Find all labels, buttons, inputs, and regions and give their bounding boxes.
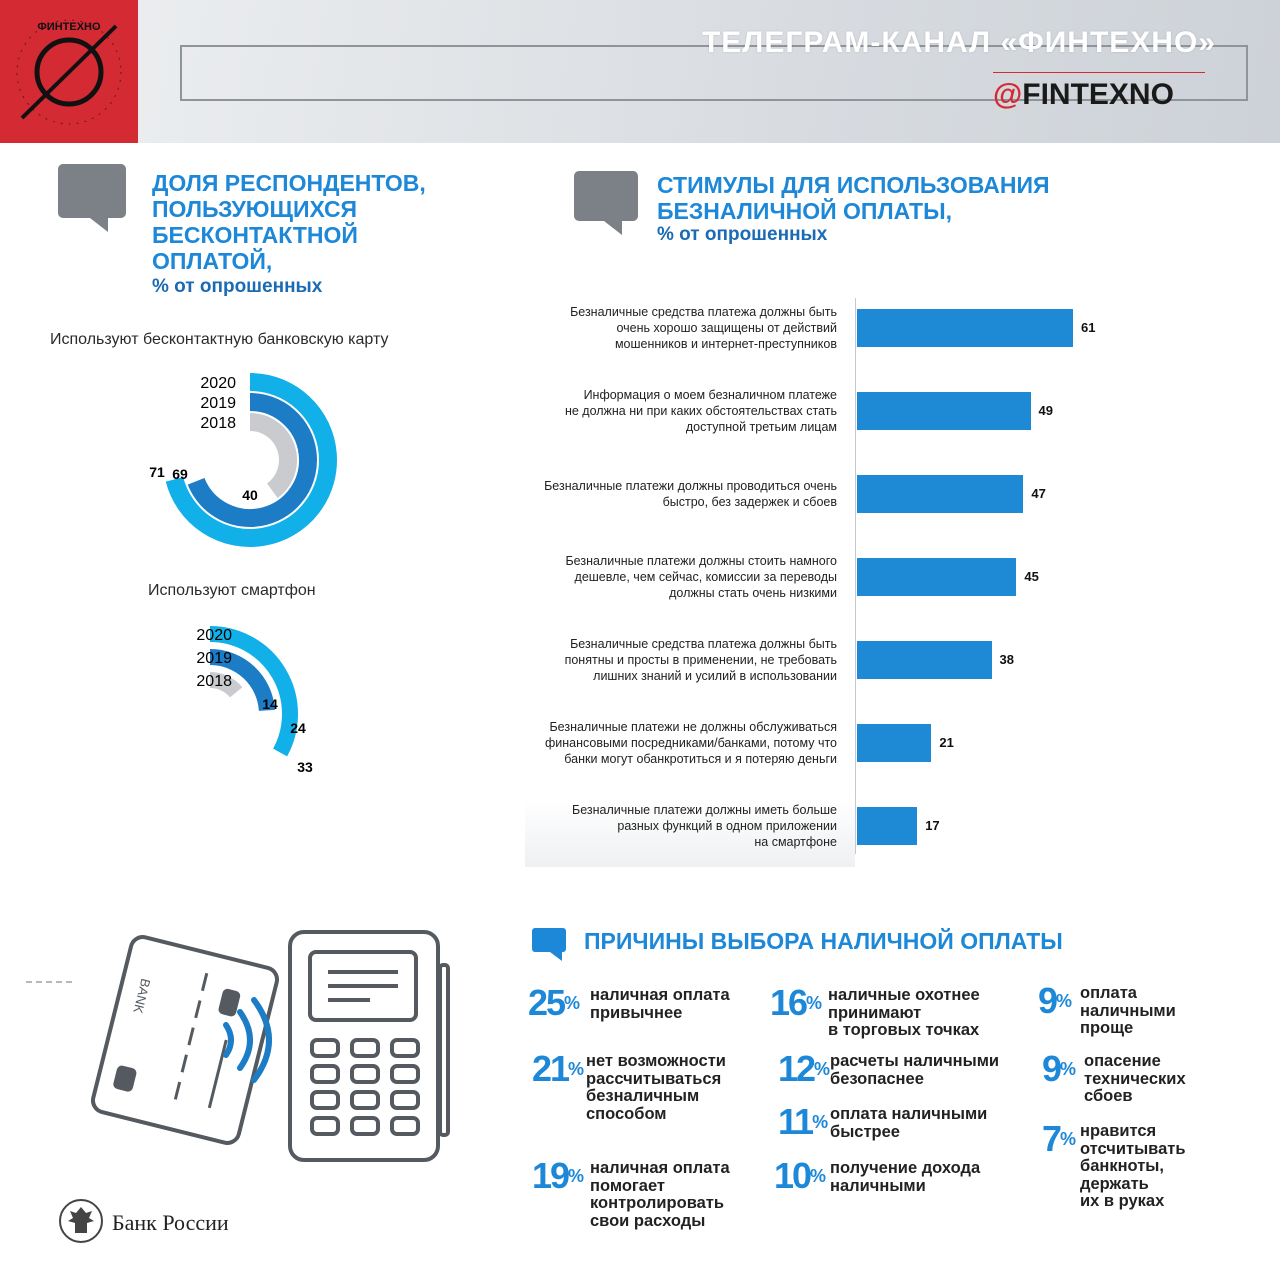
reason-text-line: отсчитывать [1080, 1139, 1186, 1158]
reason-text [830, 1160, 980, 1195]
bank-of-russia-emblem-icon [58, 1198, 104, 1244]
chart-phone-title: Используют смартфон [148, 582, 316, 599]
bar [857, 641, 992, 679]
bar-value-label: 45 [1024, 569, 1039, 584]
speech-bubble-icon [574, 171, 638, 221]
bar-category-line: должны стать очень низкими [669, 586, 837, 600]
bar-category-label [537, 636, 837, 684]
ring-year-label: 2018 [196, 673, 232, 690]
bar-category-label [537, 802, 837, 850]
reason-text-line: нет возможности [586, 1052, 726, 1070]
card-usage-radial-chart [140, 360, 360, 570]
reason-text [1080, 985, 1176, 1038]
bar-category-line: быстро, без задержек и сбоев [662, 495, 837, 509]
handle-divider [993, 72, 1205, 73]
ring-year-label: 2018 [200, 415, 236, 432]
bar-value-label: 49 [1038, 403, 1053, 418]
reason-text-line: в торговых точках [828, 1021, 980, 1039]
incentives-title [657, 172, 1050, 224]
reason-text-line: наличная оплата [590, 1159, 730, 1177]
bar-category-line: финансовыми посредниками/банками, потому что [545, 736, 837, 750]
bar-category-line: понятны и просты в применении, не требовать [564, 653, 837, 667]
reason-text-line: банкноты, [1080, 1157, 1164, 1175]
bar-chart-axis [855, 298, 856, 854]
reason-percent-value: 10 [774, 1155, 811, 1196]
reason-text-line: принимают [828, 1003, 922, 1022]
bar-category-line: банки могут обанкротиться и я потеряю деньги [564, 752, 837, 766]
contactless-title-line: БЕСКОНТАКТНОЙ [152, 222, 358, 248]
reason-text-line: наличными [1080, 1001, 1176, 1020]
channel-title: ТЕЛЕГРАМ-КАНАЛ «ФИНТЕХНО» [701, 26, 1216, 59]
reason-text-line: рассчитываться [586, 1069, 722, 1088]
reason-text [1084, 1053, 1186, 1106]
incentives-title-line: БЕЗНАЛИЧНОЙ ОПЛАТЫ, [657, 198, 953, 224]
bar-category-line: Безналичные платежи не должны обслуживаться [549, 720, 837, 734]
bar [857, 558, 1016, 596]
logo-text: ФИНТЕХНО [37, 21, 101, 33]
bar-category-label [537, 553, 837, 601]
reason-text-line: быстрее [830, 1122, 900, 1141]
bar-category-line: Безналичные средства платежа должны быть [570, 305, 837, 319]
ring-year-label: 2020 [200, 375, 236, 392]
reason-text [586, 1053, 726, 1123]
bar [857, 807, 917, 845]
bar-category-line: на смартфоне [754, 835, 837, 849]
contactless-title-line: ОПЛАТОЙ, [152, 248, 273, 274]
reason-percent [1042, 1118, 1077, 1159]
reason-percent-sign: % [1060, 1129, 1077, 1149]
reason-percent-value: 9 [1038, 980, 1057, 1021]
reason-text-line: наличные охотнее [828, 986, 980, 1004]
reason-text-line: получение дохода [830, 1159, 981, 1177]
speech-bubble-tail-icon [604, 221, 622, 235]
bar-category-line: доступной третьим лицам [685, 420, 837, 434]
ring-year-label: 2020 [196, 627, 232, 644]
bar-category-line: Безналичные платежи должны иметь больше [572, 803, 837, 817]
reason-text-line: оплата [1080, 984, 1137, 1002]
cash-reasons-title: ПРИЧИНЫ ВЫБОРА НАЛИЧНОЙ ОПЛАТЫ [584, 928, 1063, 954]
reason-text-line: опасение [1084, 1052, 1161, 1070]
reason-percent-value: 21 [532, 1048, 569, 1089]
ring-value-label: 33 [297, 759, 313, 775]
reason-text-line: сбоев [1084, 1087, 1133, 1105]
reason-percent [770, 982, 823, 1023]
reason-percent [1038, 980, 1073, 1021]
reason-text [1080, 1123, 1186, 1211]
reason-percent-value: 9 [1042, 1048, 1061, 1089]
bar-category-label [537, 304, 837, 352]
bar-category-line: мошенников и интернет-преступников [614, 337, 837, 351]
reason-percent [532, 1048, 585, 1089]
bar-value-label: 47 [1031, 486, 1046, 501]
bar [857, 475, 1023, 513]
reason-percent-value: 19 [532, 1155, 569, 1196]
speech-bubble-tail-icon [90, 218, 108, 232]
contactless-subtitle: % от опрошенных [152, 276, 323, 297]
bar-category-line: Информация о моем безналичном платеже [583, 388, 837, 402]
ring-year-label: 2019 [196, 650, 232, 667]
handle-name: FINTEXNO [1022, 78, 1174, 111]
bar [857, 392, 1031, 430]
ring-value-label: 40 [242, 487, 258, 503]
bar-category-line: дешевле, чем сейчас, комиссии за переводы [574, 570, 837, 584]
reason-text-line: расчеты наличными [830, 1052, 1000, 1070]
reason-percent-sign: % [806, 993, 823, 1013]
reason-text-line: нравится [1080, 1122, 1157, 1140]
reason-text-line: привычнее [590, 1003, 683, 1022]
bar-category-label [537, 478, 837, 510]
reason-text-line: оплата наличными [830, 1105, 988, 1123]
reason-text-line: безопаснее [830, 1069, 924, 1088]
bar-category-label [537, 387, 837, 435]
reason-text-line: наличная оплата [590, 986, 730, 1004]
reason-text-line: помогает [590, 1176, 665, 1195]
reason-percent-value: 12 [778, 1048, 815, 1089]
reason-percent-sign: % [812, 1112, 829, 1132]
smartphone-usage-radial-chart [180, 612, 380, 792]
reason-percent-value: 11 [778, 1101, 813, 1142]
ring-year-label: 2019 [200, 395, 236, 412]
reason-percent-sign: % [810, 1166, 827, 1186]
incentives-subtitle: % от опрошенных [657, 224, 828, 245]
reason-text-line: контролировать [590, 1194, 725, 1212]
card-label: BANK [130, 976, 154, 1015]
contactless-title-line: ПОЛЬЗУЮЩИХСЯ [152, 196, 358, 222]
ring-value-label: 14 [262, 696, 278, 712]
payment-terminal-icon [290, 932, 448, 1160]
bar-category-line: Безналичные платежи должны стоить намного [565, 554, 837, 568]
reason-text [590, 1160, 730, 1230]
reason-text-line: безналичным [586, 1087, 700, 1105]
bar-category-line: разных функций в одном приложении [617, 819, 837, 833]
bar-category-line: Безналичные платежи должны проводиться очень [544, 479, 837, 493]
speech-bubble-blue-icon [532, 928, 568, 962]
reason-percent [778, 1101, 829, 1142]
incentives-title-line: СТИМУЛЫ ДЛЯ ИСПОЛЬЗОВАНИЯ [657, 172, 1050, 198]
reason-text-line: технических [1084, 1069, 1186, 1088]
reason-percent-value: 25 [528, 982, 565, 1023]
reason-text [828, 987, 980, 1040]
handle-at-sign: @ [993, 78, 1023, 111]
reason-text [830, 1106, 987, 1141]
reason-percent-sign: % [568, 1166, 585, 1186]
channel-handle[interactable] [993, 78, 1174, 112]
bar-value-label: 38 [999, 652, 1015, 667]
bar [857, 724, 931, 762]
bar-value-label: 17 [925, 818, 940, 833]
contactless-title-line: ДОЛЯ РЕСПОНДЕНТОВ, [152, 170, 426, 196]
reason-percent-value: 16 [770, 982, 807, 1023]
reason-percent-sign: % [1060, 1059, 1077, 1079]
bar-value-label: 61 [1081, 320, 1096, 335]
reason-text-line: свои расходы [590, 1211, 706, 1230]
ring-arc-2018 [250, 422, 288, 491]
reason-percent-sign: % [568, 1059, 585, 1079]
reason-text-line: проще [1080, 1019, 1134, 1037]
card-terminal-illustration [50, 920, 470, 1170]
reason-percent [778, 1048, 831, 1089]
bar-category-label [537, 719, 837, 767]
ring-value-label: 71 [149, 464, 165, 480]
contactless-title [152, 170, 426, 274]
ring-value-label: 24 [290, 720, 306, 736]
bar [857, 309, 1073, 347]
logo-emblem-icon [0, 0, 138, 143]
bank-name: Банк России [112, 1210, 229, 1235]
reason-percent-sign: % [814, 1059, 831, 1079]
reason-text [590, 987, 730, 1022]
reason-text-line: способом [586, 1104, 667, 1123]
reason-percent-sign: % [1056, 991, 1073, 1011]
bar-category-line: Безналичные средства платежа должны быть [570, 637, 837, 651]
bar-category-line: лишних знаний и усилий в использовании [593, 669, 837, 683]
reason-text [830, 1053, 999, 1088]
reason-percent-value: 7 [1042, 1118, 1061, 1159]
chart-card-title: Используют бесконтактную банковскую карту [50, 331, 389, 348]
reason-text-line: наличными [830, 1176, 926, 1195]
speech-bubble-icon [58, 164, 126, 218]
reason-percent [1042, 1048, 1077, 1089]
ring-value-label: 69 [172, 466, 188, 482]
reason-text-line: их в руках [1080, 1192, 1165, 1210]
reason-percent-sign: % [564, 993, 581, 1013]
bar-category-line: не должна ни при каких обстоятельствах стать [564, 404, 837, 418]
reason-percent [774, 1155, 827, 1196]
reason-text-line: держать [1080, 1174, 1149, 1193]
reason-percent [532, 1155, 585, 1196]
bar-value-label: 21 [939, 735, 954, 750]
fintexno-logo [0, 0, 138, 143]
reason-percent [528, 982, 581, 1023]
bar-category-line: очень хорошо защищены от действий [616, 321, 837, 335]
